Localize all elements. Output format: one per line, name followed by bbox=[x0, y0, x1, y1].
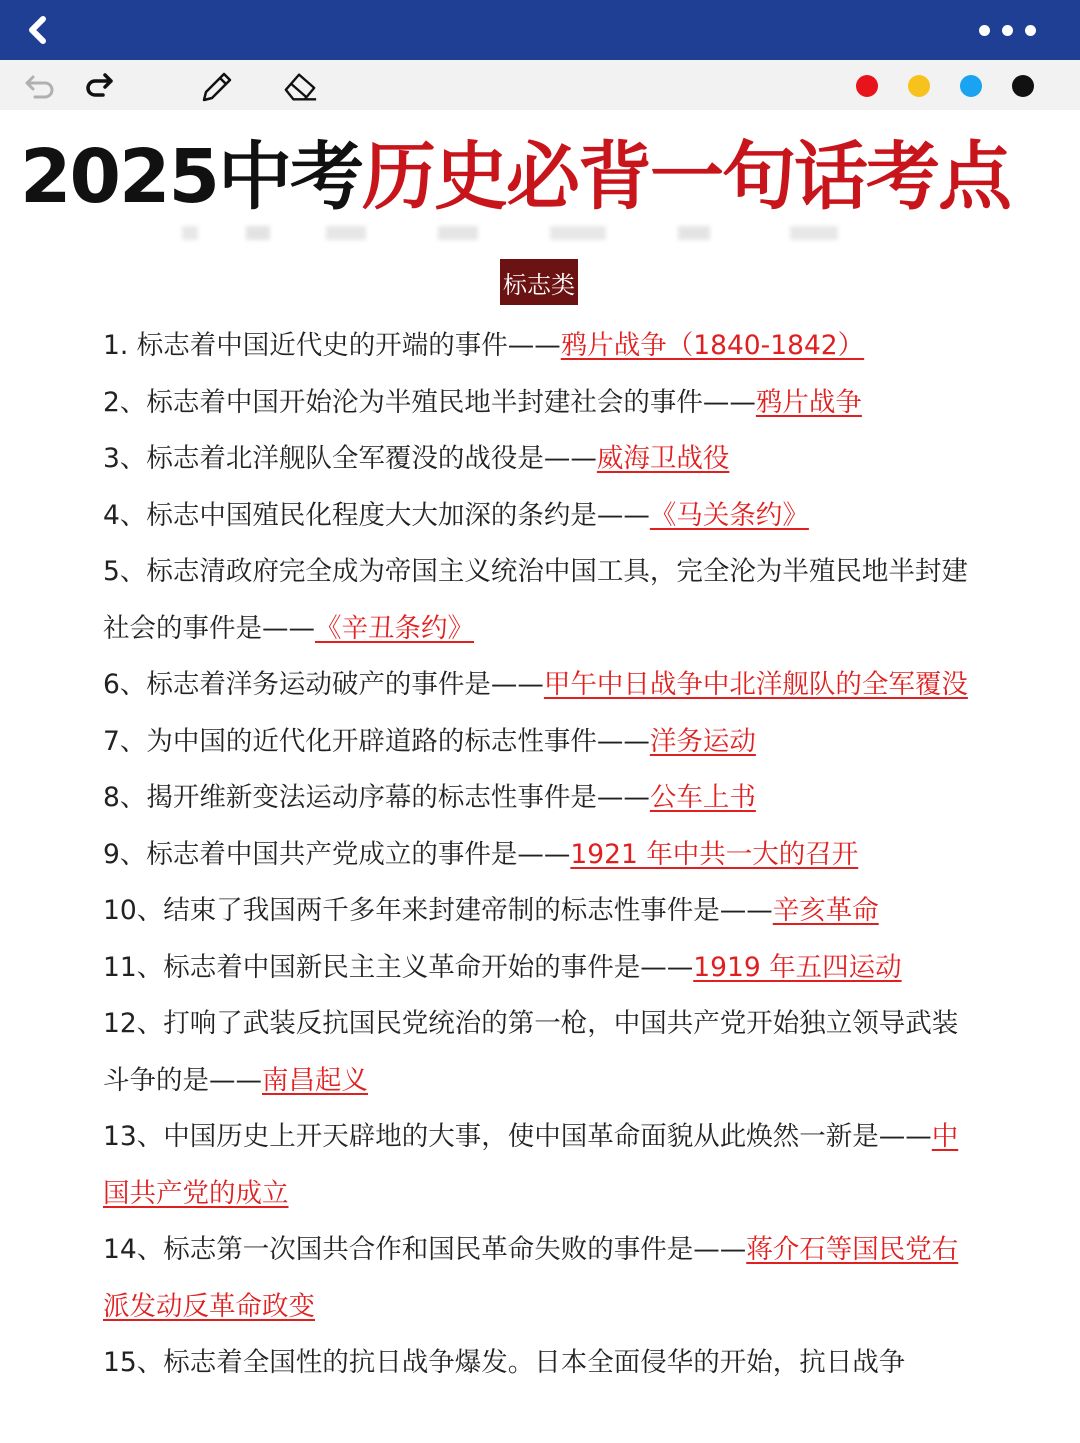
eraser-icon bbox=[282, 68, 318, 104]
undo-button[interactable] bbox=[22, 68, 58, 104]
list-item bbox=[103, 714, 983, 771]
item-text: 14、标志第一次国共合作和国民革命失败的事件是—— bbox=[103, 1234, 747, 1265]
more-dot bbox=[979, 25, 990, 36]
section-tag: 标志类 bbox=[500, 259, 578, 305]
annotation-toolbar bbox=[0, 60, 1080, 110]
item-text: 9、标志着中国共产党成立的事件是—— bbox=[103, 838, 571, 870]
item-text: 2、标志着中国开始沦为半殖民地半封建社会的事件—— bbox=[103, 386, 756, 418]
list-item bbox=[103, 544, 983, 657]
fact-list bbox=[103, 318, 983, 1392]
list-item bbox=[103, 318, 983, 375]
item-text: 12、打响了武装反抗国民党统治的第一枪，中国共产党开始独立领导武装斗争的是—— bbox=[103, 1008, 959, 1096]
more-dot bbox=[1025, 25, 1036, 36]
item-text: 4、标志中国殖民化程度大大加深的条约是—— bbox=[103, 499, 650, 531]
item-text: 3、标志着北洋舰队全军覆没的战役是—— bbox=[103, 443, 597, 474]
list-item bbox=[103, 657, 983, 714]
title-highlight: 历史必背一句话考点 bbox=[361, 134, 1010, 220]
title-prefix: 2025中考 bbox=[20, 134, 362, 220]
list-item bbox=[103, 1222, 983, 1335]
redo-icon bbox=[81, 71, 115, 101]
list-item bbox=[103, 940, 983, 997]
item-text: 13、中国历史上开天辟地的大事，使中国革命面貌从此焕然一新是—— bbox=[103, 1121, 932, 1152]
item-answer: 南昌起义 bbox=[262, 1064, 368, 1096]
eraser-button[interactable] bbox=[282, 68, 318, 104]
list-item bbox=[103, 996, 983, 1109]
color-swatch-blue[interactable] bbox=[960, 75, 982, 97]
chevron-left-icon bbox=[23, 15, 53, 45]
redo-button[interactable] bbox=[80, 68, 116, 104]
list-item bbox=[103, 488, 983, 545]
item-text: 15、标志着全国性的抗日战争爆发。日本全面侵华的开始，抗日战争 bbox=[103, 1347, 906, 1378]
undo-icon bbox=[23, 71, 57, 101]
color-swatch-red[interactable] bbox=[856, 75, 878, 97]
pen-button[interactable] bbox=[198, 68, 234, 104]
top-navigation-bar bbox=[0, 0, 1080, 60]
list-item bbox=[103, 1109, 983, 1222]
back-button[interactable] bbox=[8, 0, 68, 60]
item-answer: 1919 年五四运动 bbox=[693, 951, 902, 983]
item-answer: 《辛丑条约》 bbox=[315, 612, 474, 644]
list-item bbox=[103, 375, 983, 432]
item-text: 10、结束了我国两千多年来封建帝制的标志性事件是—— bbox=[103, 895, 773, 926]
item-answer: 《马关条约》 bbox=[649, 499, 809, 531]
more-options-button[interactable] bbox=[979, 25, 1036, 36]
item-answer: 中国共产党的成立 bbox=[103, 1121, 959, 1209]
item-answer: 辛亥革命 bbox=[772, 895, 879, 926]
item-answer: 洋务运动 bbox=[649, 725, 756, 757]
item-text: 7、为中国的近代化开辟道路的标志性事件—— bbox=[103, 725, 650, 757]
item-text: 8、揭开维新变法运动序幕的标志性事件是—— bbox=[103, 782, 650, 813]
item-answer: 蒋介石等国民党右派发动反革命政变 bbox=[103, 1234, 959, 1322]
list-item bbox=[103, 431, 983, 488]
list-item bbox=[103, 770, 983, 827]
faded-subtitle bbox=[150, 226, 950, 240]
pen-icon bbox=[198, 68, 234, 104]
item-answer: 威海卫战役 bbox=[596, 443, 730, 474]
item-answer: 公车上书 bbox=[649, 782, 756, 813]
list-item bbox=[103, 1335, 983, 1392]
item-answer: 甲午中日战争中北洋舰队的全军覆没 bbox=[543, 669, 968, 700]
item-text: 1. 标志着中国近代史的开端的事件—— bbox=[103, 330, 561, 361]
item-answer: 鸦片战争 bbox=[755, 386, 862, 418]
more-dot bbox=[1002, 25, 1013, 36]
color-swatch-yellow[interactable] bbox=[908, 75, 930, 97]
item-answer: 1921 年中共一大的召开 bbox=[570, 838, 859, 870]
item-text: 5、标志清政府完全成为帝国主义统治中国工具，完全沦为半殖民地半封建社会的事件是—— bbox=[103, 556, 968, 644]
item-answer: 鸦片战争（1840-1842） bbox=[560, 330, 865, 361]
list-item bbox=[103, 827, 983, 884]
color-swatch-black[interactable] bbox=[1012, 75, 1034, 97]
item-text: 6、标志着洋务运动破产的事件是—— bbox=[103, 669, 544, 700]
list-item bbox=[103, 883, 983, 940]
page-title bbox=[20, 134, 1010, 220]
item-text: 11、标志着中国新民主主义革命开始的事件是—— bbox=[103, 951, 694, 983]
